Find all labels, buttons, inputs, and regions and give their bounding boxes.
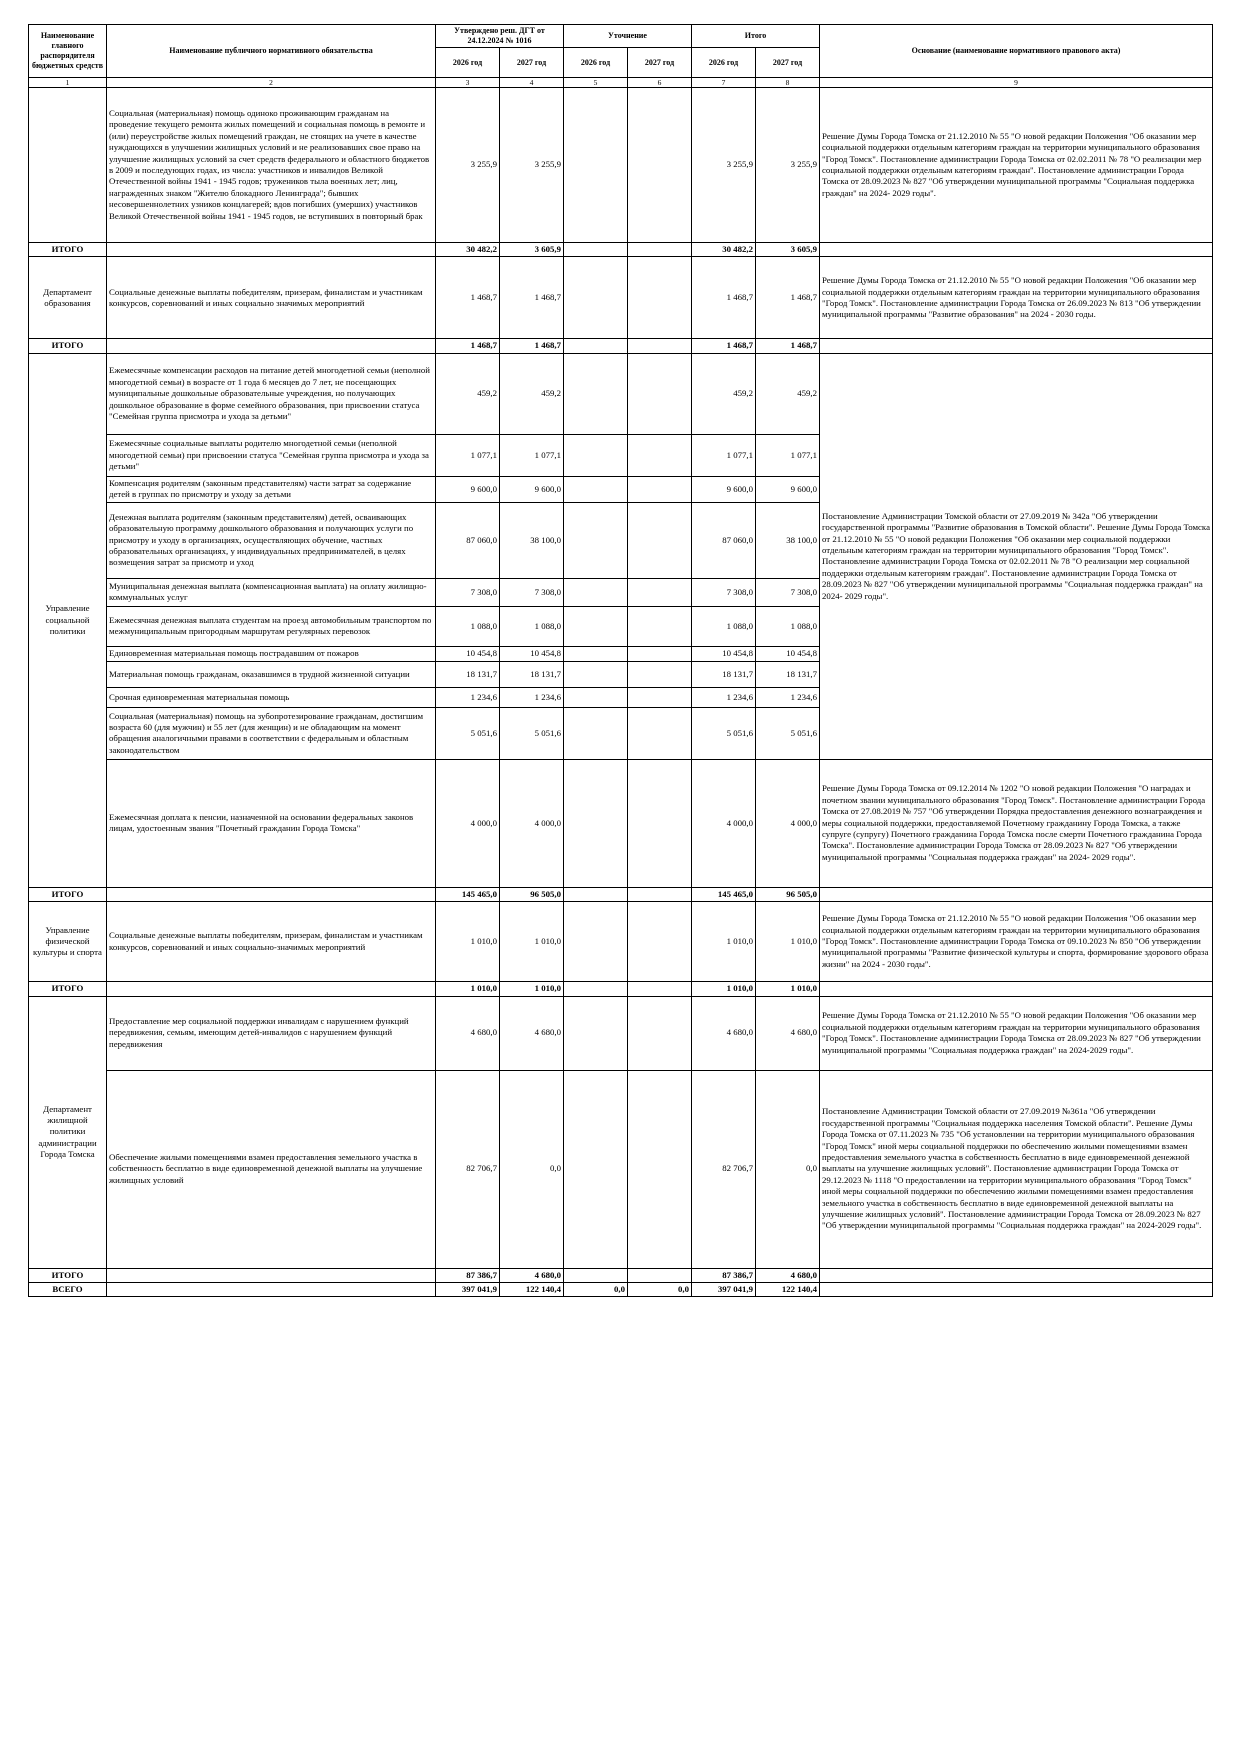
total-2026: 7 308,0 — [692, 578, 756, 606]
approved-2027: 0,0 — [500, 1070, 564, 1268]
approved-2027: 1 468,7 — [500, 257, 564, 339]
total-2027: 1 077,1 — [756, 434, 820, 476]
total-2027: 1 088,0 — [756, 606, 820, 646]
obligation-name: Социальная (материальная) помощь на зубопротезирование гражданам, достигшим возраста 60 (для мужчин) и 55 лет (для женщин) и не обладающим на момент обращения аналогичными правами в соответствии с федеральным и областным законодательством — [107, 707, 436, 759]
header-2026: 2026 год — [436, 48, 500, 78]
obligation-name: Ежемесячные компенсации расходов на питание детей многодетной семьи (неполной многодетной семьи) в возрасте от 1 года 6 месяцев до 7 лет, не посещающих муниципальные дошкольные образовательные учреждения, но получающих дошкольное образование в форме семейного образования, при присвоении статуса "Семейная группа присмотра и ухода за детьми" — [107, 353, 436, 434]
obligation-name: Муниципальная денежная выплата (компенсационная выплата) на оплату жилищно-коммунальных услуг — [107, 578, 436, 606]
column-index: 2 — [107, 78, 436, 88]
header-total: Итого — [692, 25, 820, 48]
total-2026: 18 131,7 — [692, 661, 756, 687]
total-2027: 3 255,9 — [756, 88, 820, 243]
header-2027: 2027 год — [500, 48, 564, 78]
approved-2026: 1 468,7 — [436, 339, 500, 353]
subtotal-label: ИТОГО — [29, 1268, 107, 1282]
approved-2027: 7 308,0 — [500, 578, 564, 606]
column-index: 8 — [756, 78, 820, 88]
approved-2027: 122 140,4 — [500, 1283, 564, 1297]
total-2026: 87 060,0 — [692, 502, 756, 578]
header-distributor: Наименование главного распорядителя бюджетных средств — [29, 25, 107, 78]
subtotal-label: ИТОГО — [29, 243, 107, 257]
header-basis: Основание (наименование нормативного правового акта) — [820, 25, 1213, 78]
approved-2026: 1 077,1 — [436, 434, 500, 476]
approved-2027: 4 000,0 — [500, 759, 564, 887]
basis-text: Решение Думы Города Томска от 21.12.2010 № 55 "О новой редакции Положения "Об оказании мер социальной поддержки отдельным категориям граждан на территории муниципального образования "Город Томск". Постановление администрации Города Томска от 02.02.2011 № 78 "О реализации мер социальной поддержки отдельным категориям граждан". Постановление администрации Города Томска от 28.09.2023 № 827 "Об утверждении муниципальной программы "Социальная поддержка граждан" на 2024- 2029 годы". — [820, 88, 1213, 243]
basis-text: Решение Думы Города Томска от 21.12.2010 № 55 "О новой редакции Положения "Об оказании мер социальной поддержки отдельным категориям граждан на территории муниципального образования "Город Томск". Постановление администрации Города Томска от 09.10.2023 № 850 "Об утверждении муниципальной программы "Развитие физической культуры и спорта, формирование здорового образа жизни" на 2024 - 2030 годы". — [820, 902, 1213, 982]
total-2027: 1 234,6 — [756, 687, 820, 707]
total-2026: 10 454,8 — [692, 646, 756, 661]
grand-total-row — [29, 1283, 1213, 1297]
total-2027: 3 605,9 — [756, 243, 820, 257]
approved-2026: 1 234,6 — [436, 687, 500, 707]
approved-2027: 96 505,0 — [500, 887, 564, 901]
total-2027: 1 010,0 — [756, 982, 820, 996]
clarification-2027: 0,0 — [628, 1283, 692, 1297]
total-2027: 9 600,0 — [756, 476, 820, 502]
table-row — [29, 996, 1213, 1070]
column-index: 3 — [436, 78, 500, 88]
approved-2027: 10 454,8 — [500, 646, 564, 661]
obligation-name: Социальные денежные выплаты победителям, призерам, финалистам и участникам конкурсов, соревнований и иных социально-значимых мероприятий — [107, 902, 436, 982]
total-2026: 397 041,9 — [692, 1283, 756, 1297]
total-2027: 10 454,8 — [756, 646, 820, 661]
approved-2027: 1 088,0 — [500, 606, 564, 646]
table-row — [29, 88, 1213, 243]
approved-2026: 10 454,8 — [436, 646, 500, 661]
total-2026: 30 482,2 — [692, 243, 756, 257]
basis-text: Решение Думы Города Томска от 21.12.2010 № 55 "О новой редакции Положения "Об оказании мер социальной поддержки отдельным категориям граждан на территории муниципального образования "Город Томск". Постановление администрации Города Томска от 26.09.2023 № 813 "Об утверждении муниципальной программы "Развитие образования" на 2024 - 2030 годы. — [820, 257, 1213, 339]
approved-2026: 1 010,0 — [436, 902, 500, 982]
header-obligation: Наименование публичного нормативного обязательства — [107, 25, 436, 78]
total-2026: 459,2 — [692, 353, 756, 434]
header-2026: 2026 год — [692, 48, 756, 78]
budget-table — [28, 24, 1213, 1297]
total-2027: 4 680,0 — [756, 996, 820, 1070]
approved-2027: 1 010,0 — [500, 982, 564, 996]
obligation-name: Ежемесячная доплата к пенсии, назначенной на основании федеральных законов лицам, удостоенным звания "Почетный гражданин Города Томска" — [107, 759, 436, 887]
distributor-cell — [29, 88, 107, 243]
total-2027: 4 680,0 — [756, 1268, 820, 1282]
total-2027: 122 140,4 — [756, 1283, 820, 1297]
approved-2027: 1 234,6 — [500, 687, 564, 707]
total-2026: 145 465,0 — [692, 887, 756, 901]
total-2026: 9 600,0 — [692, 476, 756, 502]
obligation-name: Ежемесячные социальные выплаты родителю многодетной семьи (неполной многодетной семьи) при присвоении статуса "Семейная группа присмотра и ухода за детьми" — [107, 434, 436, 476]
distributor-name: Управление социальной политики — [29, 353, 107, 887]
approved-2026: 5 051,6 — [436, 707, 500, 759]
subtotal-row — [29, 1268, 1213, 1282]
table-row — [29, 759, 1213, 887]
basis-text: Решение Думы Города Томска от 21.12.2010 № 55 "О новой редакции Положения "Об оказании мер социальной поддержки отдельным категориям граждан на территории муниципального образования "Город Томск". Постановление администрации Города Томска от 28.09.2023 № 827 "Об утверждении муниципальной программы "Социальная поддержка граждан" на 2024-2029 годы". — [820, 996, 1213, 1070]
approved-2027: 38 100,0 — [500, 502, 564, 578]
approved-2026: 397 041,9 — [436, 1283, 500, 1297]
column-index: 6 — [628, 78, 692, 88]
approved-2026: 87 060,0 — [436, 502, 500, 578]
total-2026: 87 386,7 — [692, 1268, 756, 1282]
approved-2026: 18 131,7 — [436, 661, 500, 687]
header-2027: 2027 год — [756, 48, 820, 78]
approved-2027: 18 131,7 — [500, 661, 564, 687]
total-2026: 1 010,0 — [692, 902, 756, 982]
total-2026: 4 000,0 — [692, 759, 756, 887]
approved-2027: 9 600,0 — [500, 476, 564, 502]
approved-2026: 459,2 — [436, 353, 500, 434]
total-2026: 3 255,9 — [692, 88, 756, 243]
clarification-2026: 0,0 — [564, 1283, 628, 1297]
subtotal-label: ИТОГО — [29, 339, 107, 353]
obligation-name: Обеспечение жилыми помещениями взамен предоставления земельного участка в собственность бесплатно в виде единовременной денежной выплаты на улучшение жилищных условий — [107, 1070, 436, 1268]
total-2026: 1 468,7 — [692, 339, 756, 353]
total-2027: 18 131,7 — [756, 661, 820, 687]
subtotal-row — [29, 339, 1213, 353]
clarification-2027 — [628, 88, 692, 243]
table-row — [29, 353, 1213, 434]
clarification-2027 — [628, 257, 692, 339]
column-index: 9 — [820, 78, 1213, 88]
column-index: 5 — [564, 78, 628, 88]
total-2026: 1 077,1 — [692, 434, 756, 476]
approved-2026: 1 468,7 — [436, 257, 500, 339]
clarification-2026 — [564, 257, 628, 339]
header-clarification: Уточнение — [564, 25, 692, 48]
approved-2027: 5 051,6 — [500, 707, 564, 759]
approved-2027: 3 255,9 — [500, 88, 564, 243]
approved-2026: 145 465,0 — [436, 887, 500, 901]
subtotal-row — [29, 243, 1213, 257]
column-index: 7 — [692, 78, 756, 88]
subtotal-row — [29, 982, 1213, 996]
subtotal-label: ИТОГО — [29, 887, 107, 901]
header-2026: 2026 год — [564, 48, 628, 78]
distributor-name: Управление физической культуры и спорта — [29, 902, 107, 982]
basis-text: Решение Думы Города Томска от 09.12.2014 № 1202 "О новой редакции Положения "О наградах и почетном звании муниципального образования "Город Томск". Постановление администрации Города Томска от 27.08.2019 № 757 "Об утверждении Порядка предоставления денежного вознаграждения и меры социальной поддержки, предоставляемой Почетному гражданину Города Томска, а также супруге (супругу) Почетного гражданина Города Томска после смерти Почетного гражданина Города Томска". Постановление администрации Города Томска от 28.09.2023 № 827 "Об утверждении муниципальной программы "Социальная поддержка граждан" на 2024- 2029 годы". — [820, 759, 1213, 887]
column-index: 4 — [500, 78, 564, 88]
total-2026: 1 468,7 — [692, 257, 756, 339]
approved-2027: 1 077,1 — [500, 434, 564, 476]
total-2026: 1 088,0 — [692, 606, 756, 646]
total-2027: 5 051,6 — [756, 707, 820, 759]
total-2027: 96 505,0 — [756, 887, 820, 901]
header-approved: Утверждено реш. ДГТ от 24.12.2024 № 1016 — [436, 25, 564, 48]
obligation-name: Предоставление мер социальной поддержки инвалидам с нарушением функций передвижения, семьям, имеющим детей-инвалидов с нарушением функций передвижения — [107, 996, 436, 1070]
column-index: 1 — [29, 78, 107, 88]
total-2026: 1 010,0 — [692, 982, 756, 996]
total-2026: 1 234,6 — [692, 687, 756, 707]
approved-2027: 4 680,0 — [500, 1268, 564, 1282]
obligation-name: Социальная (материальная) помощь одиноко проживающим гражданам на проведение текущего ремонта жилых помещений и социальная помощь в ремонте и (или) переустройстве жилых помещений граждан, не стоящих на учете в качестве нуждающихся в улучшении жилищных условий и не реализовавших свое право на улучшение жилищных условий за счет средств федерального и областного бюджетов в 2009 и последующих годах, из числа: участников и инвалидов Великой Отечественной войны 1941 - 1945 годов; тружеников тыла военных лет; лиц, награжденных знаком "Жителю блокадного Ленинграда"; бывших несовершеннолетних узников концлагерей; вдов погибших (умерших) участников Великой Отечественной войны 1941 - 1945 годов, не вступивших в повторный брак — [107, 88, 436, 243]
total-2027: 459,2 — [756, 353, 820, 434]
clarification-2026 — [564, 88, 628, 243]
approved-2026: 7 308,0 — [436, 578, 500, 606]
obligation-name: Единовременная материальная помощь пострадавшим от пожаров — [107, 646, 436, 661]
approved-2026: 4 680,0 — [436, 996, 500, 1070]
obligation-name: Компенсация родителям (законным представителям) части затрат за содержание детей в группах по присмотру и уходу за детьми — [107, 476, 436, 502]
approved-2026: 30 482,2 — [436, 243, 500, 257]
table-row — [29, 1070, 1213, 1268]
basis-text: Постановление Администрации Томской области от 27.09.2019 № 342а "Об утверждении государственной программы "Развитие образования в Томской области". Решение Думы Города Томска от 21.12.2010 № 55 "О новой редакции Положения "Об оказании мер социальной поддержки отдельным категориям граждан на территории муниципального образования "Город Томск". Постановление администрации Города Томска от 02.02.2011 № 78 "О реализации мер социальной поддержки отдельным категориям граждан". Постановление администрации Города Томска от 28.09.2023 № 827 "Об утверждении муниципальной программы "Социальная поддержка граждан" на 2024- 2029 годы". — [820, 353, 1213, 759]
total-2027: 0,0 — [756, 1070, 820, 1268]
subtotal-row — [29, 887, 1213, 901]
approved-2026: 9 600,0 — [436, 476, 500, 502]
obligation-name: Срочная единовременная материальная помощь — [107, 687, 436, 707]
approved-2026: 1 088,0 — [436, 606, 500, 646]
approved-2027: 1 468,7 — [500, 339, 564, 353]
total-2026: 5 051,6 — [692, 707, 756, 759]
approved-2026: 82 706,7 — [436, 1070, 500, 1268]
distributor-name: Департамент образования — [29, 257, 107, 339]
total-2027: 38 100,0 — [756, 502, 820, 578]
approved-2026: 3 255,9 — [436, 88, 500, 243]
approved-2026: 87 386,7 — [436, 1268, 500, 1282]
total-2027: 1 468,7 — [756, 339, 820, 353]
total-2026: 82 706,7 — [692, 1070, 756, 1268]
approved-2027: 4 680,0 — [500, 996, 564, 1070]
obligation-name: Социальные денежные выплаты победителям, призерам, финалистам и участникам конкурсов, соревнований и иных социально значимых мероприятий — [107, 257, 436, 339]
obligation-name: Материальная помощь гражданам, оказавшимся в трудной жизненной ситуации — [107, 661, 436, 687]
total-2027: 1 010,0 — [756, 902, 820, 982]
approved-2027: 1 010,0 — [500, 902, 564, 982]
total-2027: 4 000,0 — [756, 759, 820, 887]
total-2027: 7 308,0 — [756, 578, 820, 606]
approved-2026: 1 010,0 — [436, 982, 500, 996]
subtotal-label: ИТОГО — [29, 982, 107, 996]
total-2026: 4 680,0 — [692, 996, 756, 1070]
basis-text: Постановление Администрации Томской области от 27.09.2019 №361а "Об утверждении государственной программы "Социальная поддержка населения Томской области". Решение Думы Города Томска от 07.11.2023 № 735 "Об установлении на территории муниципального образования "Город Томск" иной меры социальной поддержки по обеспечению жилыми помещениями взамен предоставления земельного участка в собственность бесплатно в виде единовременной денежной выплаты на улучшение жилищных условий". Постановление администрации Города Томска от 29.12.2023 № 1118 "О предоставлении на территории муниципального образования "Город Томск" иной меры социальной поддержки по обеспечению жилыми помещениями взамен предоставления земельного участка в собственность бесплатно в виде единовременной денежной выплаты на улучшение жилищных условий". Постановление администрации Города Томска от 28.09.2023 № 827 "Об утверждении муниципальной программы "Социальная поддержка граждан" на 2024-2029 годы". — [820, 1070, 1213, 1268]
approved-2027: 459,2 — [500, 353, 564, 434]
table-row — [29, 257, 1213, 339]
obligation-name: Ежемесячная денежная выплата студентам на проезд автомобильным транспортом по межмуниципальным пригородным маршрутам регулярных перевозок — [107, 606, 436, 646]
distributor-name: Департамент жилищной политики администрации Города Томска — [29, 996, 107, 1268]
approved-2027: 3 605,9 — [500, 243, 564, 257]
total-2027: 1 468,7 — [756, 257, 820, 339]
obligation-name: Денежная выплата родителям (законным представителям) детей, осваивающих образовательную программу дошкольного образования и получающих услуги по присмотру и уходу в организациях, осуществляющих обучение, частных образовательных организациях, у индивидуальных предпринимателей, в целях возмещения затрат за присмотр и уход — [107, 502, 436, 578]
grand-total-label: ВСЕГО — [29, 1283, 107, 1297]
header-2027: 2027 год — [628, 48, 692, 78]
table-row — [29, 902, 1213, 982]
approved-2026: 4 000,0 — [436, 759, 500, 887]
